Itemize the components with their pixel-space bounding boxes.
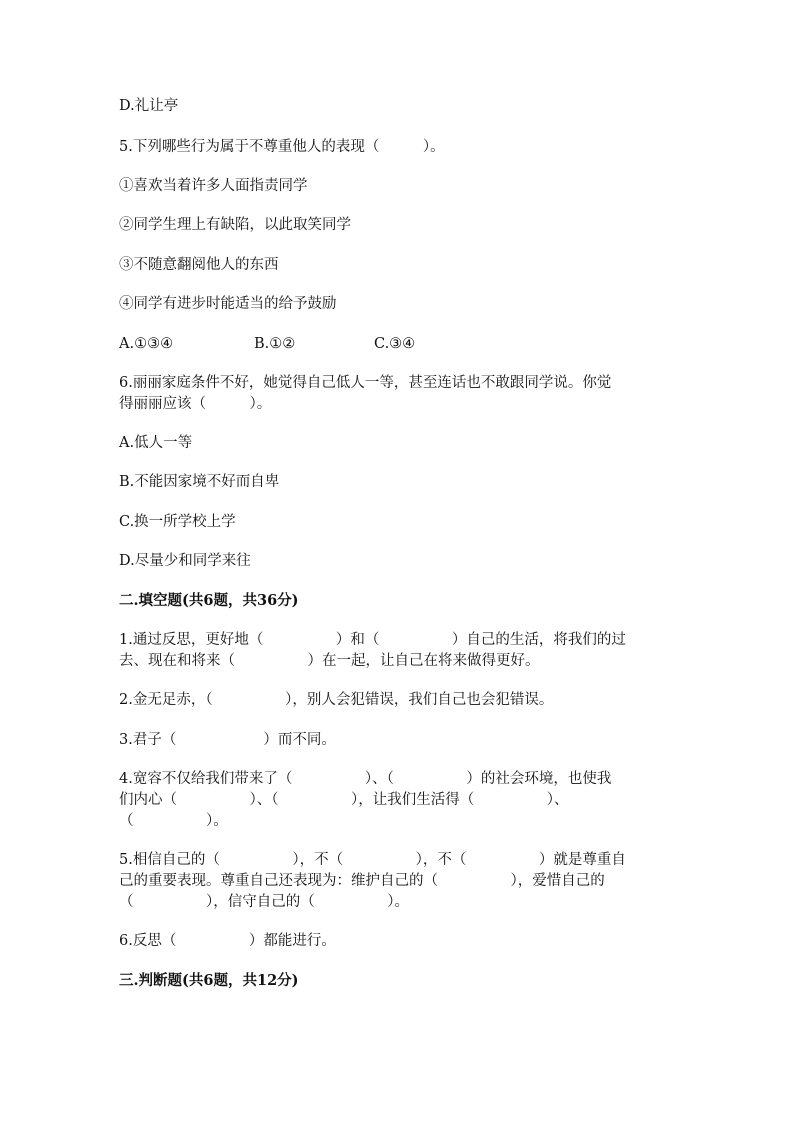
fill-q5-line2: 己的重要表现。尊重自己还表现为：维护自己的（ ），爱惜自己的 (119, 873, 605, 889)
fill-q1-line2: 去、现在和将来（ ）在一起，让自己在将来做得更好。 (119, 653, 540, 669)
q5-item-4: ④同学有进步时能适当的给予鼓励 (119, 296, 337, 312)
q5-item-2: ②同学生理上有缺陷，以此取笑同学 (119, 217, 351, 233)
q5-options (119, 333, 415, 355)
section-2-title: 二.填空题(共6题，共36分) (119, 592, 299, 609)
q6-stem-line1: 6.丽丽家庭条件不好，她觉得自己低人一等，甚至连话也不敢跟同学说。你觉 (119, 375, 612, 391)
q4-option-d: D.礼让亭 (119, 98, 179, 114)
fill-q3: 3.君子（ ）而不同。 (119, 732, 336, 748)
q6-option-b: B.不能因家境不好而自卑 (119, 474, 280, 490)
q5-option-b: B.①② (254, 336, 296, 352)
section-3-title: 三.判断题(共6题，共12分) (119, 972, 299, 989)
fill-q1-line1: 1.通过反思，更好地（ ）和（ ）自己的生活，将我们的过 (119, 632, 626, 648)
q5-stem: 5.下列哪些行为属于不尊重他人的表现（ ）。 (119, 139, 445, 155)
fill-q4-line1: 4.宽容不仅给我们带来了（ ）、（ ）的社会环境，也使我 (119, 771, 612, 787)
q6-option-c: C.换一所学校上学 (119, 514, 236, 530)
fill-q4-line3: （ ）。 (119, 813, 228, 829)
q5-option-a: A.①③④ (119, 336, 174, 352)
q6-option-d: D.尽量少和同学来往 (119, 553, 251, 569)
q6-stem-line2: 得丽丽应该（ ）。 (119, 396, 272, 412)
fill-q2: 2.金无足赤，（ ），别人会犯错误，我们自己也会犯错误。 (119, 692, 554, 708)
fill-q6: 6.反思（ ）都能进行。 (119, 933, 336, 949)
fill-q5-line1: 5.相信自己的（ ），不（ ），不（ ）就是尊重自 (119, 852, 626, 868)
fill-q5-line3: （ ），信守自己的（ ）。 (119, 894, 409, 910)
q5-item-1: ①喜欢当着许多人面指责同学 (119, 178, 308, 194)
q5-option-c: C.③④ (374, 336, 416, 352)
fill-q4-line2: 们内心（ ）、（ ），让我们生活得（ ）、 (119, 792, 569, 808)
q6-option-a: A.低人一等 (119, 435, 193, 451)
q5-item-3: ③不随意翻阅他人的东西 (119, 257, 279, 273)
